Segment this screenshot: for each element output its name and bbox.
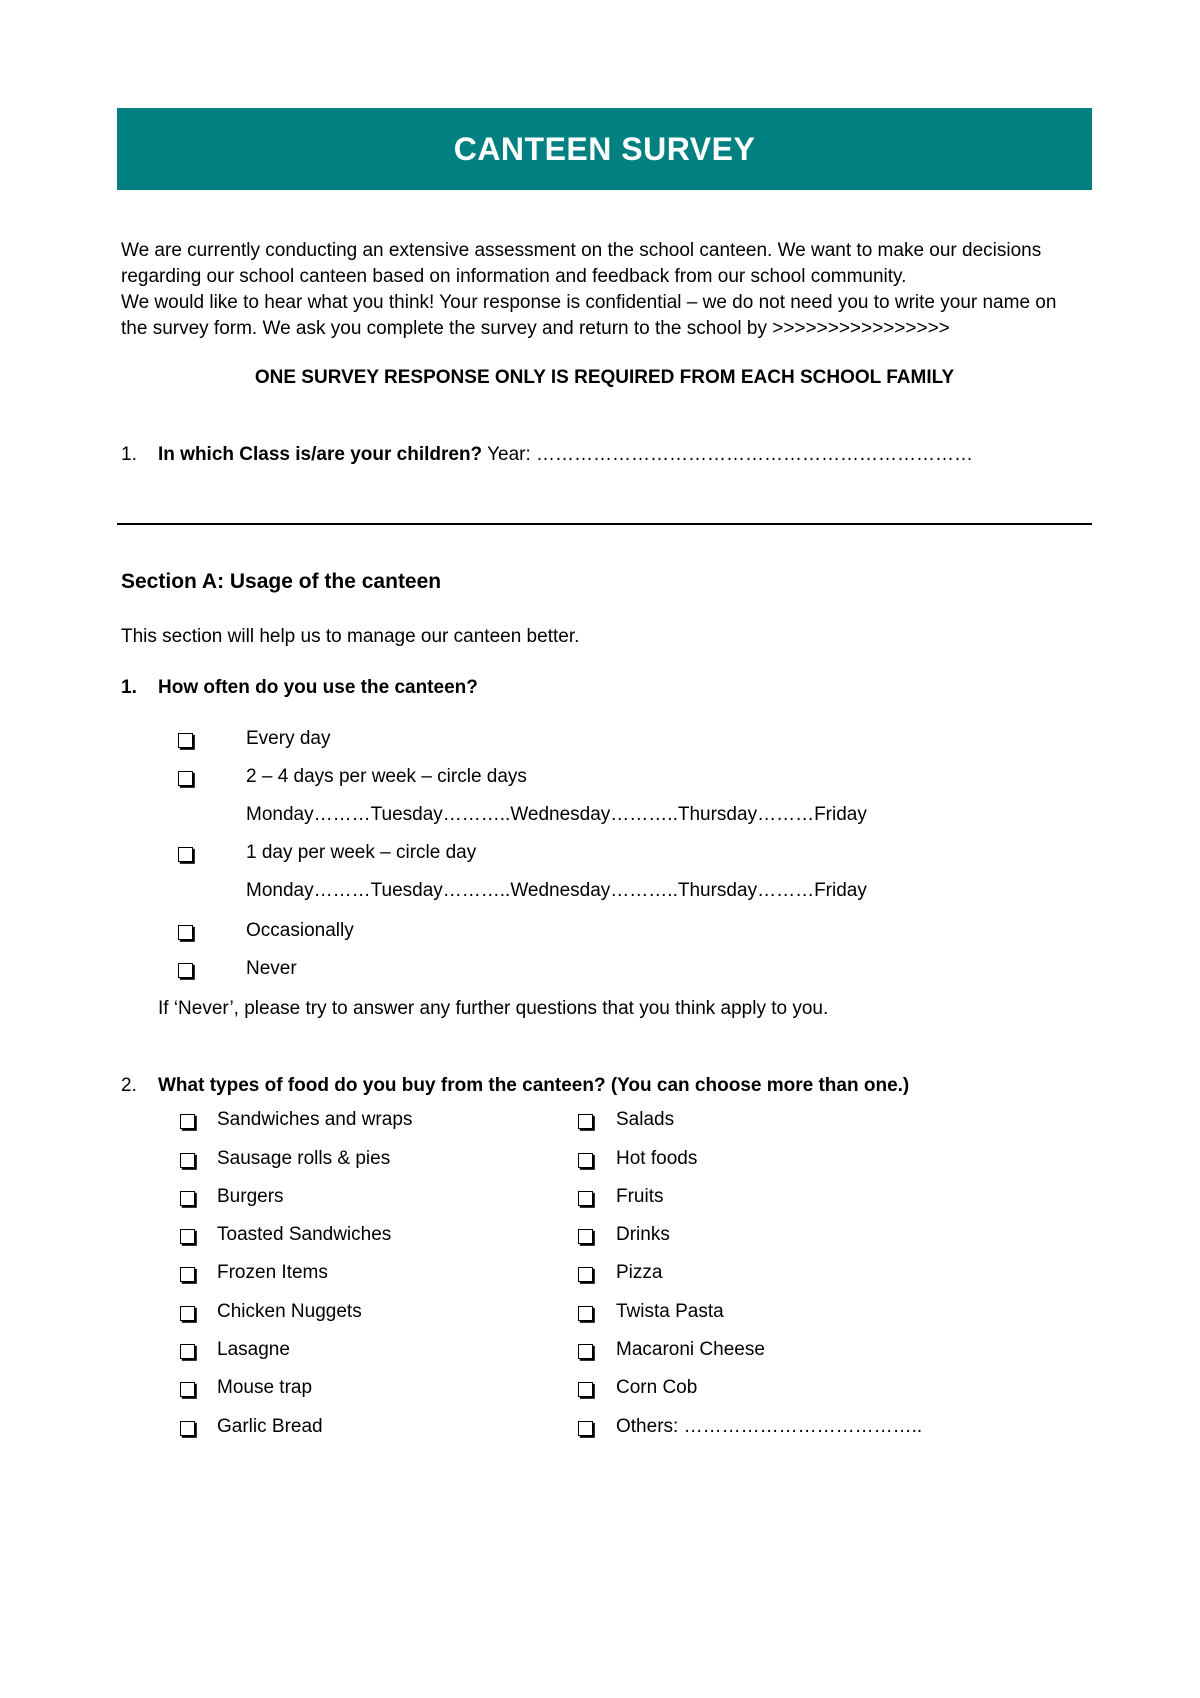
food-option-right: Hot foods [616,1148,698,1169]
q1-text: How often do you use the canteen? [158,677,478,698]
checkbox-2-4-days[interactable] [178,771,193,786]
food-option-right: Pizza [616,1262,663,1283]
checkbox-every-day[interactable] [178,733,193,748]
food-option-left: Toasted Sandwiches [217,1224,392,1245]
food-option-right: Twista Pasta [616,1301,724,1322]
intro-paragraph-2: We would like to hear what you think! Your response is confidential – we do not need you to write your name on the survey form. We ask you complete the survey and return to the school by >>>>>>>>>>>>>>>> [121,292,1057,339]
checkbox-occasionally[interactable] [178,925,193,940]
days-line-2-4[interactable]: Monday………Tuesday………..Wednesday………..Thursday………Friday [246,804,867,825]
checkbox-food-left[interactable] [180,1191,195,1206]
food-option-others[interactable]: Others: ……………………………….. [616,1416,923,1437]
food-option-right: Fruits [616,1186,664,1207]
food-option-left: Frozen Items [217,1262,328,1283]
food-option-right: Macaroni Cheese [616,1339,765,1360]
checkbox-food-right[interactable] [578,1421,593,1436]
checkbox-food-left[interactable] [180,1153,195,1168]
q1-heading [121,677,478,699]
checkbox-food-left[interactable] [180,1306,195,1321]
checkbox-food-left[interactable] [180,1267,195,1282]
q1-number: 1. [121,677,137,698]
food-option-right: Drinks [616,1224,670,1245]
class-question-text: In which Class is/are your children? [158,444,483,465]
checkbox-food-right[interactable] [578,1306,593,1321]
checkbox-1-day[interactable] [178,847,193,862]
section-divider [117,523,1092,525]
checkbox-food-right[interactable] [578,1344,593,1359]
checkbox-never[interactable] [178,963,193,978]
option-occasionally: Occasionally [246,920,354,941]
never-note: If ‘Never’, please try to answer any further questions that you think apply to you. [158,998,829,1019]
checkbox-food-right[interactable] [578,1229,593,1244]
food-option-left: Sandwiches and wraps [217,1109,413,1130]
checkbox-food-right[interactable] [578,1114,593,1129]
option-never: Never [246,958,297,979]
year-label: Year: [487,444,531,465]
days-line-1[interactable]: Monday………Tuesday………..Wednesday………..Thursday………Friday [246,880,867,901]
section-a-description: This section will help us to manage our canteen better. [121,626,580,647]
checkbox-food-right[interactable] [578,1153,593,1168]
food-option-left: Sausage rolls & pies [217,1148,391,1169]
food-option-left: Mouse trap [217,1377,313,1398]
checkbox-food-right[interactable] [578,1267,593,1282]
q2-text: What types of food do you buy from the canteen? (You can choose more than one.) [158,1075,910,1096]
q2-heading [121,1075,909,1097]
food-option-left: Lasagne [217,1339,290,1360]
survey-title: CANTEEN SURVEY [453,130,756,167]
checkbox-food-left[interactable] [180,1344,195,1359]
checkbox-food-right[interactable] [578,1382,593,1397]
food-option-left: Burgers [217,1186,284,1207]
checkbox-food-left[interactable] [180,1114,195,1129]
checkbox-food-right[interactable] [578,1191,593,1206]
q2-number: 2. [121,1075,137,1096]
option-2-4-days: 2 – 4 days per week – circle days [246,766,527,787]
checkbox-food-left[interactable] [180,1229,195,1244]
checkbox-food-left[interactable] [180,1382,195,1397]
survey-title-banner [117,108,1092,190]
option-1-day: 1 day per week – circle day [246,842,477,863]
food-option-right: Corn Cob [616,1377,698,1398]
one-response-notice: ONE SURVEY RESPONSE ONLY IS REQUIRED FROM EACH SCHOOL FAMILY [254,367,955,388]
intro-text [121,238,1081,342]
class-question-number: 1. [121,444,137,465]
year-field[interactable]: …………………………………………………………… [536,444,974,465]
checkbox-food-left[interactable] [180,1421,195,1436]
section-a-title: Section A: Usage of the canteen [121,570,442,593]
option-every-day: Every day [246,728,331,749]
food-option-left: Garlic Bread [217,1416,323,1437]
class-question [121,444,1081,466]
food-option-left: Chicken Nuggets [217,1301,362,1322]
food-option-right: Salads [616,1109,675,1130]
intro-paragraph-1: We are currently conducting an extensive assessment on the school canteen. We want to make our decisions regarding our school canteen based on information and feedback from our school community. [121,240,1042,287]
